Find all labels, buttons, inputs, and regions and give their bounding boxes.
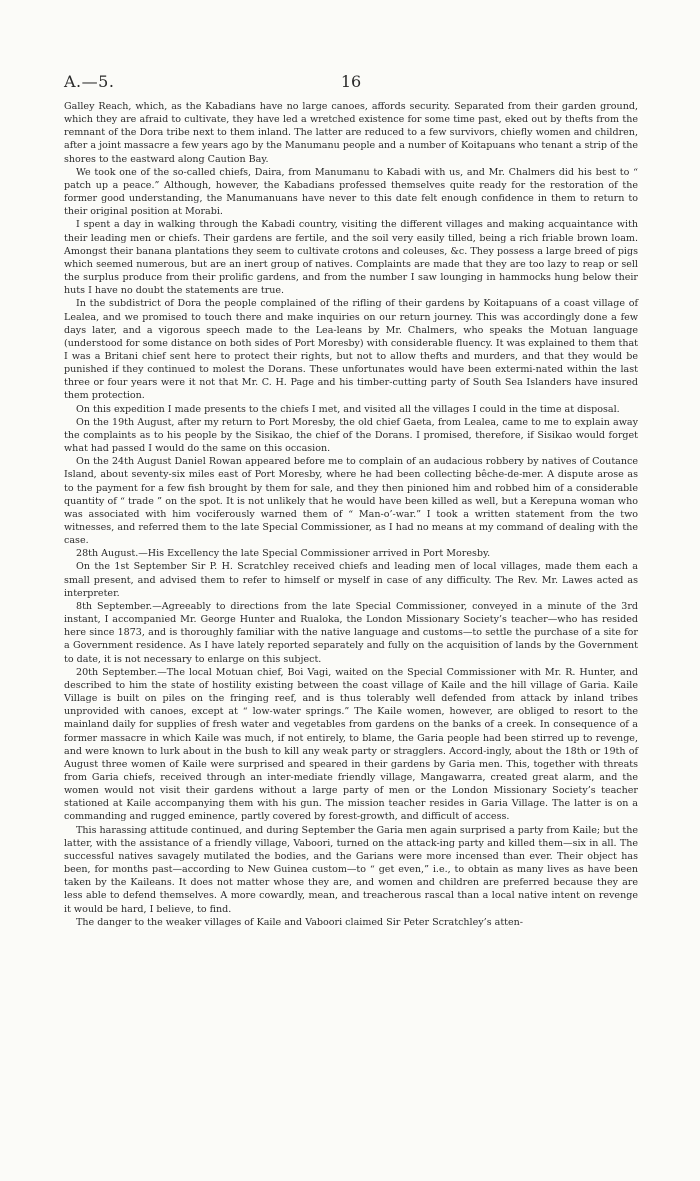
- paragraph: On the 19th August, after my return to Port Moresby, the old chief Gaeta, from Lealea, came to me to explain away the complaints as to his people by the Sisikao, the chief of the Dorans. I promised, therefore, if Sisikao would forget what had passed I would do the same on this occasion.: [64, 416, 638, 455]
- paragraph: I spent a day in walking through the Kabadi country, visiting the different villages and making acquaintance with their leading men or chiefs. Their gardens are fertile, and the soil very easily tilled, being a rich friable brown loam. Amongst their banana plantations they seem to cultivate crotons and coleuses, &c. They possess a large breed of pigs which seemed numerous, but are an inert group of natives. Complaints are made that they are too lazy to reap or sell the surplus produce from their prolific gardens, and from the number I saw lounging in hammocks hung below their huts I have no doubt the statements are true.: [64, 219, 638, 297]
- paragraph: On this expedition I made presents to the chiefs I met, and visited all the villages I could in the time at disposal.: [76, 403, 620, 415]
- paragraph: This harassing attitude continued, and during September the Garia men again surprised a party from Kaile; but the latter, with the assistance of a friendly village, Vaboori, turned on the attack-ing party and killed them—six in all. The successful natives savagely mutilated the bodies, and the Garians were more incensed than ever. Their object has been, for months past—according to New Guinea custom—to “ get even,” i.e., to obtain as many lives as have been taken by the Kaileans. It does not matter whose they are, and women and children are preferred because they are less able to defend themselves. A more cowardly, mean, and treacherous rascal than a local native intent on revenge it would be hard, I believe, to find.: [64, 824, 638, 915]
- page-number: 16: [340, 72, 362, 91]
- paragraph: Galley Reach, which, as the Kabadians have no large canoes, affords security. Separated from their garden ground, which they are afraid to cultivate, they have led a wretched existence for some time past, eked out by thefts from the remnant of the Dora tribe next to them inland. The latter are reduced to a few survivors, chiefly women and children, after a joint massacre a few years ago by the Manumanu people and a number of Koitapuans who tenant a strip of the shores to the eastward along Caution Bay.: [64, 101, 638, 165]
- paragraph: The danger to the weaker villages of Kaile and Vaboori claimed Sir Peter Scratchley’s atten-: [76, 916, 524, 928]
- paragraph: We took one of the so-called chiefs, Daira, from Manumanu to Kabadi with us, and Mr. Chalmers did his best to “ patch up a peace.” Although, however, the Kabadians professed themselves quite ready for the restoration of the former good understanding, the Manumanuans have never to this date felt enough confidence in them to return to their original position at Morabi.: [64, 166, 638, 218]
- paragraph: 20th September.—The local Motuan chief, Boi Vagi, waited on the Special Commissioner with Mr. R. Hunter, and described to him the state of hostility existing between the coast village of Kaile and the hill village of Garia. Kaile Village is built on piles on the fringing reef, and is thus tolerably well defended from attack by inland tribes unprovided with canoes, except at “ low-water springs.” The Kaile women, however, are obliged to resort to the mainland daily for supplies of fresh water and vegetables from gardens on the banks of a creek. In consequence of a former massacre in which Kaile was much, if not entirely, to blame, the Garia people had been stirred up to revenge, and were known to lurk about in the bush to kill any weak party or stragglers. Accord-ingly, about the 18th or 19th of August three women of Kaile were surprised and speared in their gardens by Garia men. This, together with threats from Garia chiefs, received through an inter-mediate friendly village, Mangawarra, created great alarm, and the women would not visit their gardens without a large party of men or the London Missionary Society’s teacher stationed at Kaile accompanying them with his gun. The mission teacher resides in Garia Village. The latter is on a commanding and rugged eminence, partly covered by forest-growth, and difficult of access.: [64, 666, 638, 823]
- running-head: A.—5.: [64, 72, 115, 91]
- paragraph: 8th September.—Agreeably to directions from the late Special Commissioner, conveyed in a minute of the 3rd instant, I accompanied Mr. George Hunter and Rualoka, the London Missionary Society’s teacher—who has resided here since 1873, and is thoroughly familiar with the native language and customs—to settle the purchase of a site for a Government residence. As I have lately reported separately and fully on the acquisition of lands by the Government to date, it is not necessary to enlarge on this subject.: [64, 600, 638, 665]
- paragraph: On the 1st September Sir P. H. Scratchley received chiefs and leading men of local villages, made them each a small present, and advised them to refer to himself or myself in case of any difficulty. The Rev. Mr. Lawes acted as interpreter.: [64, 561, 638, 599]
- page-header: [64, 72, 638, 92]
- paragraph: 28th August.—His Excellency the late Special Commissioner arrived in Port Moresby.: [76, 548, 491, 560]
- paragraph: On the 24th August Daniel Rowan appeared before me to complain of an audacious robbery by natives of Coutance Island, about seventy-six miles east of Port Moresby, where he had been collecting bêche-de-mer. A dispute arose as to the payment for a few fish brought by them for sale, and they then pinioned him and robbed him of a considerable quantity of “ trade ” on the spot. It is not unlikely that he would have been killed as well, but a Kerepuna woman who was associated with him vociferously warned them of “ Man-o’-war.” I took a written statement from the two witnesses, and referred them to the late Special Commissioner, as I had no means at my command of dealing with the case.: [64, 456, 638, 547]
- body-text: [64, 100, 638, 929]
- paragraph: In the subdistrict of Dora the people complained of the rifling of their gardens by Koitapuans of a coast village of Lealea, and we promised to touch there and make inquiries on our return journey. This was accordingly done a few days later, and a vigorous speech made to the Lea-leans by Mr. Chalmers, who speaks the Motuan language (understood for some distance on both sides of Port Moresby) with considerable fluency. It was explained to them that I was a Britani chief sent here to protect their rights, but not to allow thefts and murders, and that they would be punished if they continued to molest the Dorans. These unfortunates would have been extermi-nated within the last three or four years were it not that Mr. C. H. Page and his timber-cutting party of South Sea Islanders have insured them protection.: [64, 298, 638, 402]
